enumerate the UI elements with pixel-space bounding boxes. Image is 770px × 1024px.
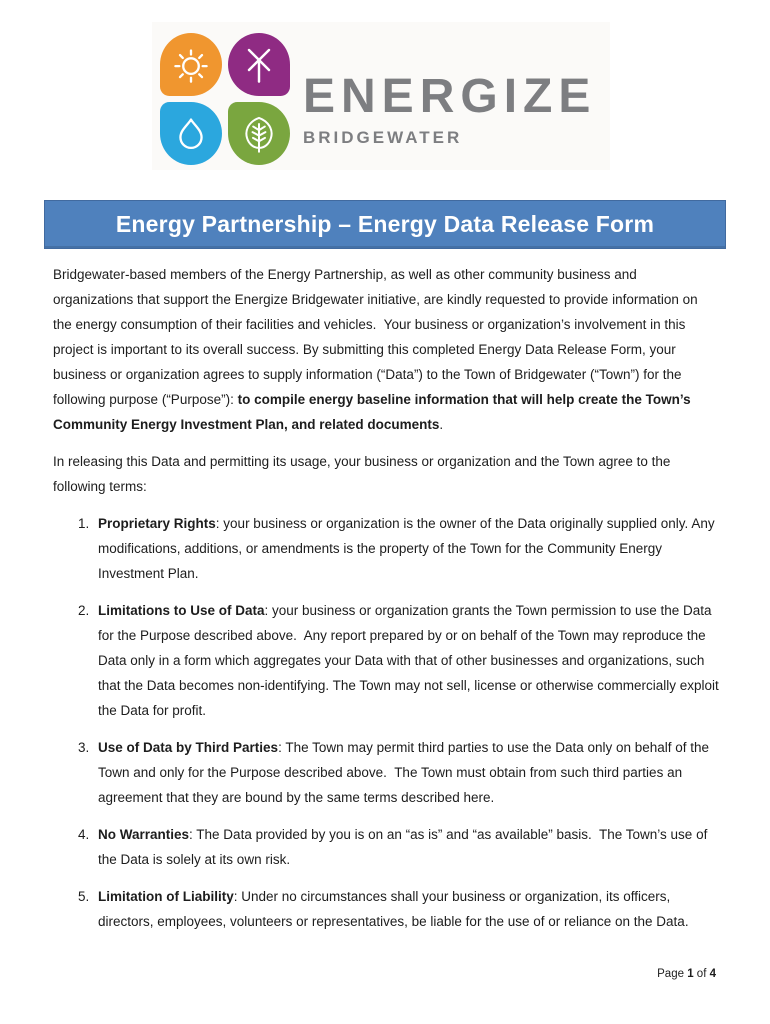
- sun-icon: [171, 45, 211, 85]
- term-number: 1.: [78, 516, 90, 531]
- logo-wordmark: ENERGIZE: [303, 70, 597, 123]
- intro-purpose-bold-text: to compile energy baseline information that will help create the Town’s Community Energy Investment Plan, and related documents: [53, 392, 695, 432]
- term-body: Under no circumstances shall your business or organization, its officers, directors, employees, volunteers or representatives, be liable for the use of or reliance on the Data.: [98, 889, 689, 929]
- intro-period: .: [439, 417, 444, 432]
- term-item-third-parties: [53, 735, 719, 810]
- intro-text: Bridgewater-based members of the Energy Partnership, as well as other community business and organizations that support the Energize Bridgewater initiative, are kindly requested to provide information on the energy consumption of their facilities and vehicles. Your business or organization’s involvement in this project is important to its overall success. By submitting this completed Energy Data Release Form, your business or organization agrees to supply information (“Data”) to the Town of Bridgewater (“Town”) for the following purpose (“Purpose”):: [53, 267, 702, 407]
- term-number: 4.: [78, 827, 90, 842]
- document-body: [53, 262, 723, 946]
- logo-text: [303, 70, 597, 148]
- term-item-proprietary-rights: [53, 511, 719, 586]
- sun-petal: [160, 33, 222, 96]
- term-separator: :: [233, 889, 242, 904]
- term-title: Use of Data by Third Parties: [98, 740, 279, 755]
- term-item-limitations-to-use: [53, 598, 723, 723]
- page-number-prefix: Page: [657, 968, 688, 980]
- page-number-of: of: [693, 968, 710, 980]
- energize-bridgewater-logo: [160, 33, 596, 165]
- wind-turbine-icon: [239, 45, 279, 85]
- term-body: your business or organization is the owner of the Data originally supplied only. Any modifications, additions, or amendments is the property of the Town for the Community Energy Investment Plan.: [98, 516, 719, 581]
- term-item-no-warranties: [53, 822, 719, 872]
- water-petal: [160, 102, 222, 165]
- term-title: Limitations to Use of Data: [98, 603, 265, 618]
- term-item-limitation-of-liability: [53, 884, 719, 934]
- document-title-banner: [44, 200, 726, 249]
- term-separator: :: [215, 516, 224, 531]
- logo-subtitle: BRIDGEWATER: [303, 128, 463, 147]
- page-number-current: 1: [687, 968, 694, 980]
- term-separator: :: [189, 827, 197, 842]
- term-body: The Data provided by you is on an “as is” and “as available” basis. The Town’s use of the Data is solely at its own risk.: [98, 827, 712, 867]
- page-number-total: 4: [709, 968, 716, 980]
- intro-paragraph: [53, 262, 719, 437]
- term-separator: :: [264, 603, 273, 618]
- term-title: Limitation of Liability: [98, 889, 234, 904]
- document-title: Energy Partnership – Energy Data Release Form: [115, 211, 655, 237]
- term-number: 3.: [78, 740, 90, 755]
- water-drop-icon: [171, 114, 211, 154]
- terms-list: [53, 511, 723, 934]
- term-number: 5.: [78, 889, 90, 904]
- terms-lead-paragraph: In releasing this Data and permitting its usage, your business or organization and the Town agree to the following terms:: [53, 454, 675, 494]
- page-number: [657, 966, 716, 982]
- wind-petal: [228, 33, 290, 96]
- term-title: No Warranties: [98, 827, 190, 842]
- leaf-petal: [228, 102, 290, 165]
- logo-petals: [160, 33, 290, 165]
- leaf-icon: [239, 114, 279, 154]
- term-body: your business or organization grants the Town permission to use the Data for the Purpose described above. Any report prepared by or on behalf of the Town may reproduce the Data only in a form which aggregates your Data with that of other businesses and organizations, such that the Data becomes non-identifying. The Town may not sell, license or otherwise commercially exploit the Data for profit.: [98, 603, 723, 718]
- term-body: The Town may permit third parties to use the Data only on behalf of the Town and only for the Purpose described above. The Town must obtain from such third parties an agreement that they are bound by the same terms described here.: [98, 740, 713, 805]
- term-number: 2.: [78, 603, 90, 618]
- term-separator: :: [278, 740, 286, 755]
- term-title: Proprietary Rights: [98, 516, 216, 531]
